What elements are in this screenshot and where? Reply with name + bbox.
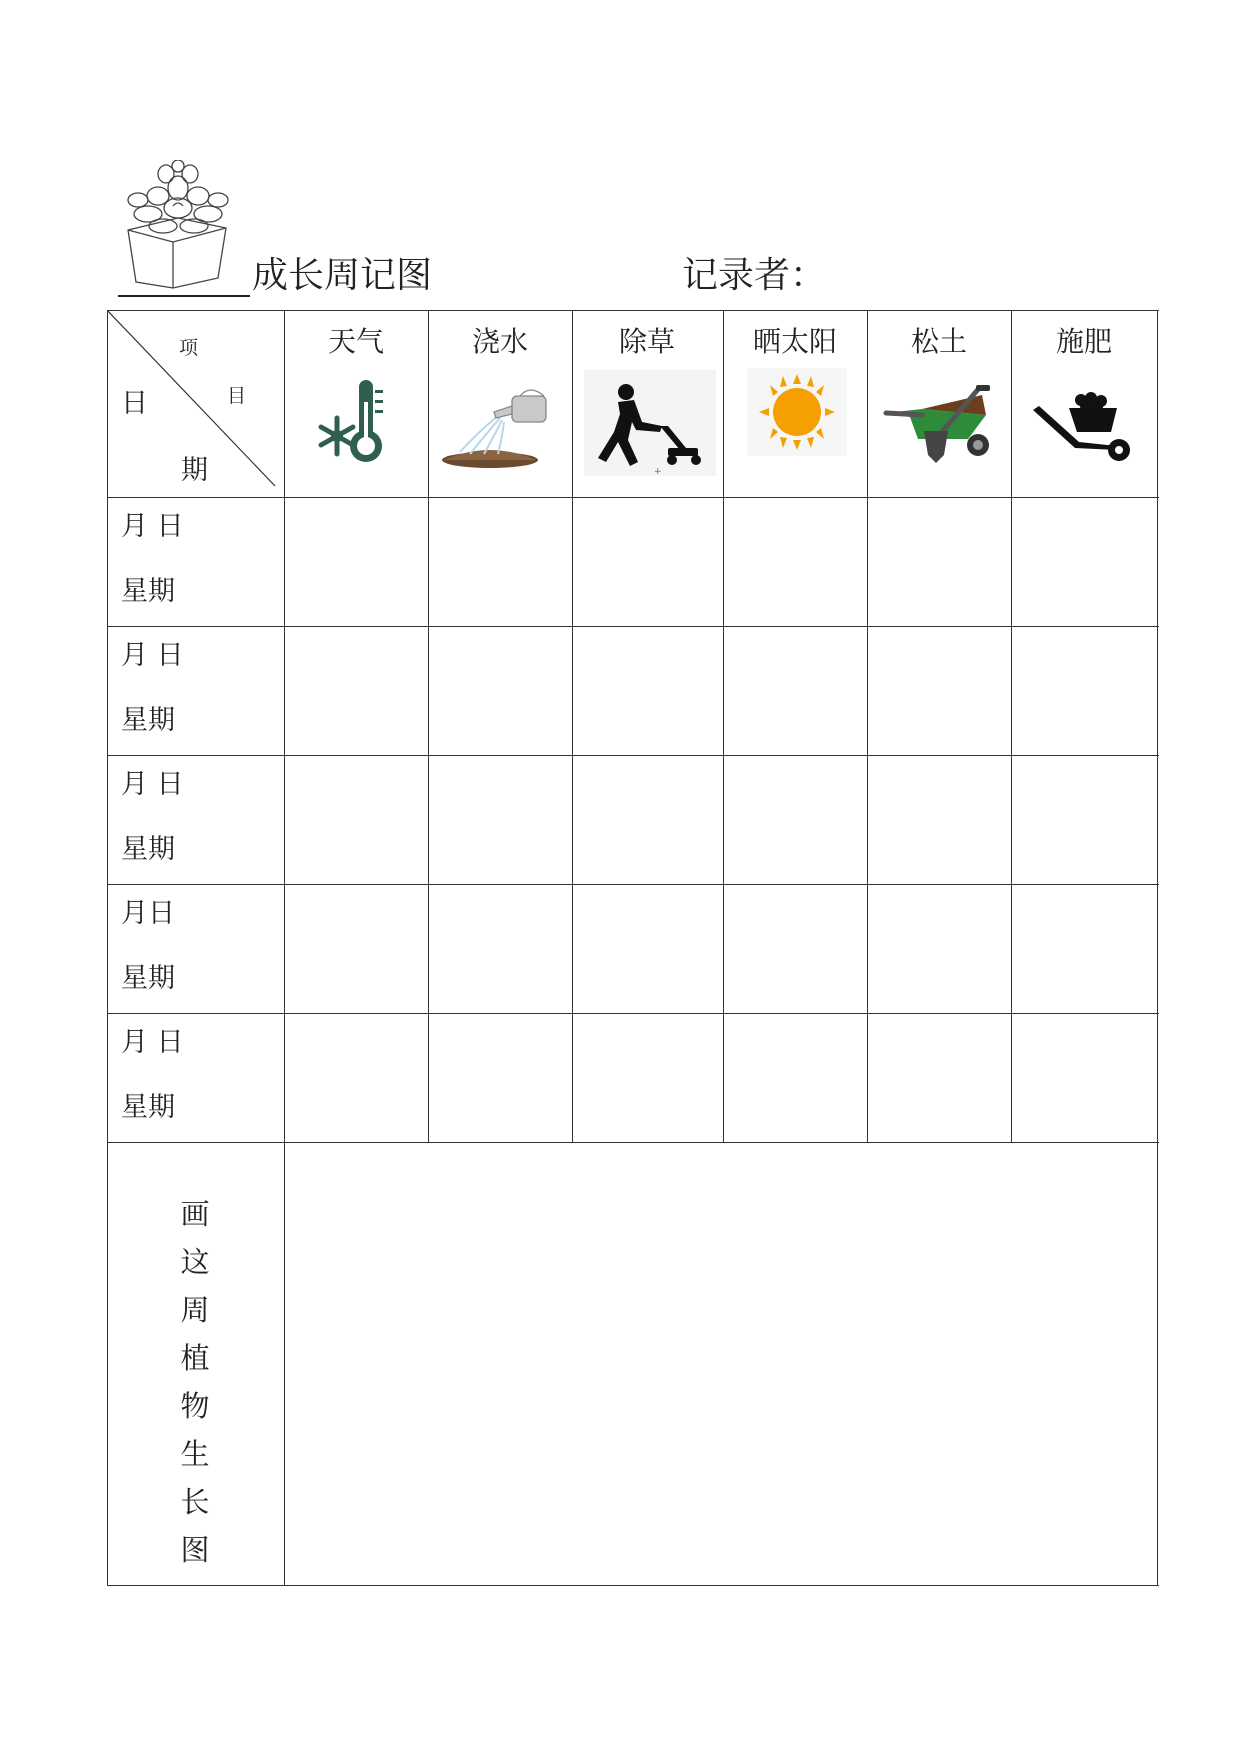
row-date-label: 月 日 [121,769,184,800]
row-date-label: 月 日 [121,1027,184,1058]
column-header-weeding: 除草 [618,325,675,358]
drawing-label-cell [107,1143,284,1585]
row-date-label: 月 日 [121,640,184,671]
corner-label-item-middle: 目 [227,385,247,407]
row-weekday-label: 星期 [121,1092,175,1123]
page-title: 成长周记图 [252,255,433,296]
table-border-bottom [107,1585,1159,1586]
drawing-area[interactable] [286,1144,1156,1584]
row-weekday-label: 星期 [121,576,175,607]
plant-name-blank-line[interactable] [118,295,250,297]
corner-label-item-top: 项 [179,337,199,359]
row-weekday-label: 星期 [121,963,175,994]
recorder-label: 记录者： [682,255,827,296]
row-divider [107,755,1159,756]
column-divider [284,310,285,1586]
column-header-weather: 天气 [327,325,384,358]
wheelbarrow-icon [1031,388,1141,470]
row-date-label: 月日 [121,898,175,929]
column-header-loosening-soil: 松土 [910,325,967,358]
column-header-watering: 浇水 [471,325,528,358]
thermometer-snowflake-icon [315,376,405,468]
column-divider [572,310,573,1143]
wheelbarrow-shovel-icon [882,385,1002,467]
column-header-sunbathing: 晒太阳 [752,325,837,358]
column-header-fertilizing: 施肥 [1055,325,1112,358]
column-divider [428,310,429,1143]
drawing-section-label: 画这周植物生长图 [180,1197,210,1567]
sun-icon [747,368,847,456]
row-divider [107,1013,1159,1014]
row-date-label: 月 日 [121,511,184,542]
lawn-mower-icon [584,370,716,476]
corner-label-date-left: 日 [121,388,148,419]
column-divider [867,310,868,1143]
corner-label-date-bottom: 期 [181,455,208,486]
row-divider [107,626,1159,627]
row-weekday-label: 星期 [121,705,175,736]
svg-text:+: + [654,467,662,476]
column-divider [1011,310,1012,1143]
row-divider [107,884,1159,885]
growth-record-table [107,310,1159,1586]
table-border-right [1157,310,1158,1586]
column-divider [723,310,724,1143]
row-weekday-label: 星期 [121,834,175,865]
watering-can-icon [440,382,560,472]
succulent-plant-illustration [118,160,243,290]
